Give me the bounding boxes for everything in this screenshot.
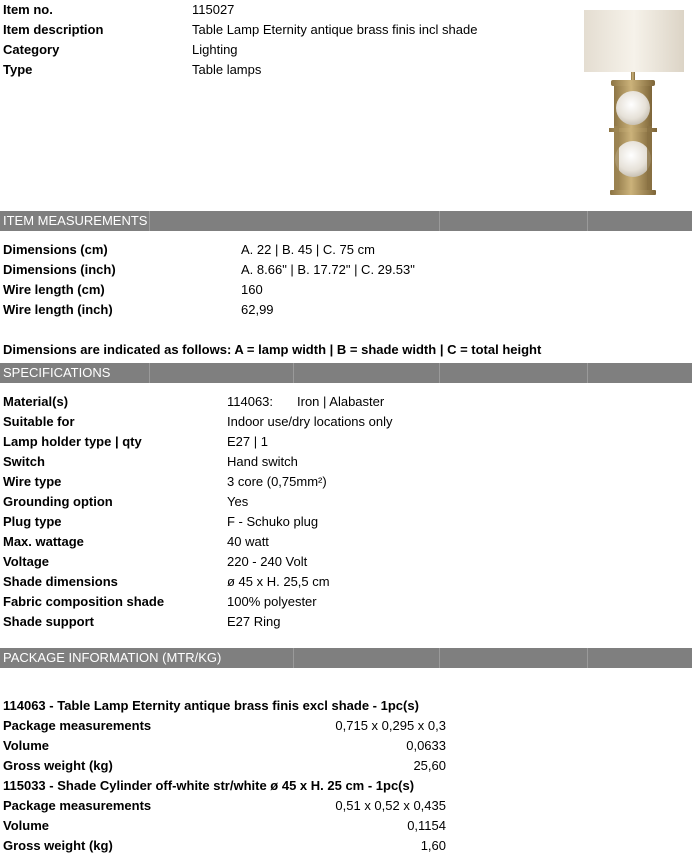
measure-value: 62,99 bbox=[241, 302, 274, 317]
item-no-value: 115027 bbox=[192, 2, 235, 17]
measure-label: Wire length (inch) bbox=[3, 302, 113, 317]
item-description-label: Item description bbox=[3, 22, 104, 37]
package-item-title: 115033 - Shade Cylinder off-white str/white ø 45 x H. 25 cm - 1pc(s) bbox=[3, 778, 415, 793]
band-divider bbox=[587, 211, 588, 231]
spec-label: Shade support bbox=[3, 614, 95, 629]
package-value: 0,0633 bbox=[406, 738, 446, 753]
spec-label: Max. wattage bbox=[3, 534, 84, 549]
spec-value: 100% polyester bbox=[227, 594, 317, 609]
section-title: ITEM MEASUREMENTS bbox=[3, 213, 148, 228]
category-label: Category bbox=[3, 42, 60, 57]
band-divider bbox=[587, 363, 588, 383]
spec-value: E27 Ring bbox=[227, 614, 281, 629]
section-band-specifications bbox=[0, 363, 692, 383]
band-divider bbox=[149, 211, 150, 231]
spec-value: 40 watt bbox=[227, 534, 269, 549]
spec-label: Plug type bbox=[3, 514, 62, 529]
spec-value: E27 | 1 bbox=[227, 434, 268, 449]
package-label: Volume bbox=[3, 818, 49, 833]
package-item-title: 114063 - Table Lamp Eternity antique brass finis excl shade - 1pc(s) bbox=[3, 698, 419, 713]
category-value: Lighting bbox=[192, 42, 238, 57]
section-title: PACKAGE INFORMATION (MTR/KG) bbox=[3, 650, 222, 665]
spec-label: Wire type bbox=[3, 474, 62, 489]
band-divider bbox=[439, 648, 440, 668]
measure-value: A. 22 | B. 45 | C. 75 cm bbox=[241, 242, 375, 257]
spec-label: Grounding option bbox=[3, 494, 113, 509]
spec-label: Switch bbox=[3, 454, 45, 469]
package-label: Gross weight (kg) bbox=[3, 758, 113, 773]
product-image bbox=[578, 8, 688, 198]
package-label: Package measurements bbox=[3, 798, 152, 813]
package-value: 0,51 x 0,52 x 0,435 bbox=[335, 798, 446, 813]
spec-value: F - Schuko plug bbox=[227, 514, 319, 529]
section-band-measurements bbox=[0, 211, 692, 231]
spec-value: 220 - 240 Volt bbox=[227, 554, 308, 569]
measure-label: Dimensions (inch) bbox=[3, 262, 116, 277]
measure-label: Dimensions (cm) bbox=[3, 242, 108, 257]
spec-label: Material(s) bbox=[3, 394, 69, 409]
band-divider bbox=[587, 648, 588, 668]
band-divider bbox=[439, 363, 440, 383]
band-divider bbox=[439, 211, 440, 231]
band-divider bbox=[293, 648, 294, 668]
item-description-value: Table Lamp Eternity antique brass finis incl shade bbox=[192, 22, 478, 37]
spec-value: Iron | Alabaster bbox=[297, 394, 385, 409]
measure-label: Wire length (cm) bbox=[3, 282, 105, 297]
package-label: Volume bbox=[3, 738, 49, 753]
band-divider bbox=[293, 363, 294, 383]
spec-value: Yes bbox=[227, 494, 249, 509]
package-label: Package measurements bbox=[3, 718, 152, 733]
spec-value: Indoor use/dry locations only bbox=[227, 414, 393, 429]
spec-label: Suitable for bbox=[3, 414, 75, 429]
package-value: 0,1154 bbox=[407, 818, 446, 833]
package-label: Gross weight (kg) bbox=[3, 838, 113, 853]
type-label: Type bbox=[3, 62, 33, 77]
type-value: Table lamps bbox=[192, 62, 262, 77]
package-value: 0,715 x 0,295 x 0,3 bbox=[335, 718, 446, 733]
spec-label: Fabric composition shade bbox=[3, 594, 165, 609]
package-value: 1,60 bbox=[420, 838, 446, 853]
spec-label: Lamp holder type | qty bbox=[3, 434, 142, 449]
item-no-label: Item no. bbox=[3, 2, 53, 17]
band-divider bbox=[149, 363, 150, 383]
section-title: SPECIFICATIONS bbox=[3, 365, 111, 380]
package-value: 25,60 bbox=[413, 758, 446, 773]
spec-label: Voltage bbox=[3, 554, 49, 569]
spec-value: Hand switch bbox=[227, 454, 298, 469]
spec-label: Shade dimensions bbox=[3, 574, 118, 589]
material-code: 114063: bbox=[227, 394, 274, 409]
measure-value: 160 bbox=[241, 282, 263, 297]
spec-value: ø 45 x H. 25,5 cm bbox=[227, 574, 330, 589]
section-band-package bbox=[0, 648, 692, 668]
spec-value: 3 core (0,75mm²) bbox=[227, 474, 327, 489]
dimensions-note: Dimensions are indicated as follows: A = lamp width | B = shade width | C = total height bbox=[3, 342, 542, 357]
measure-value: A. 8.66" | B. 17.72" | C. 29.53" bbox=[241, 262, 415, 277]
